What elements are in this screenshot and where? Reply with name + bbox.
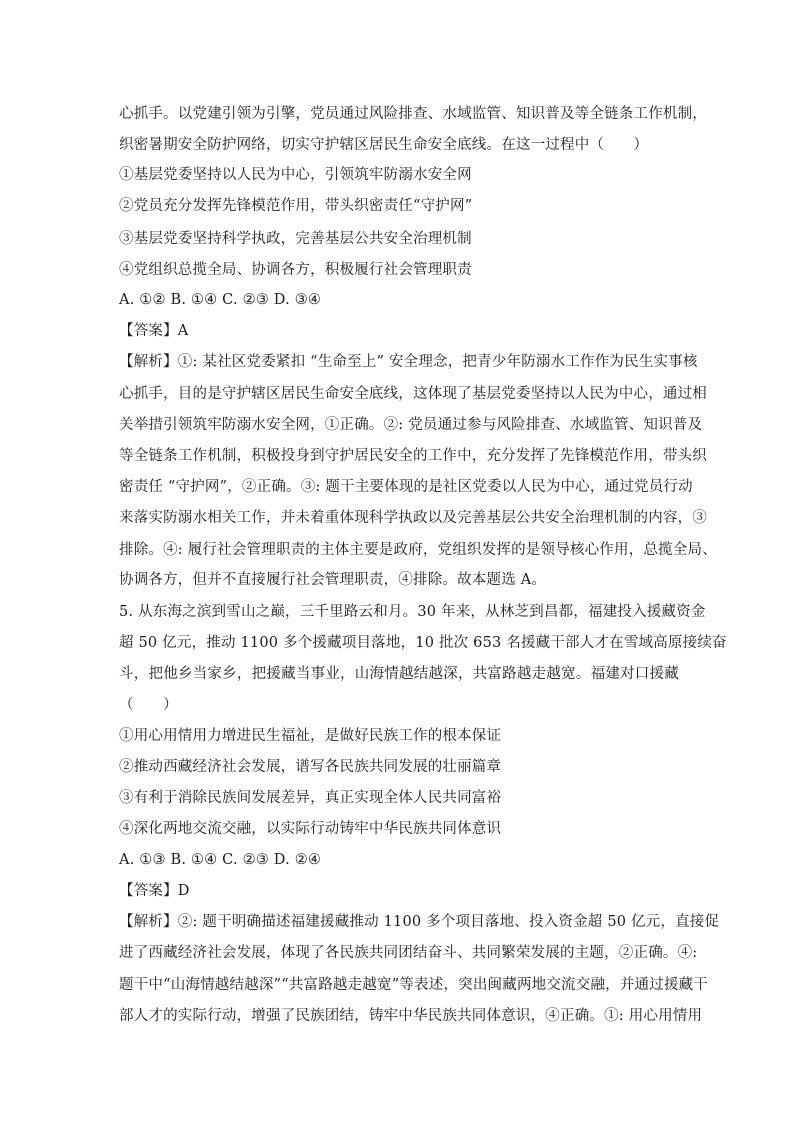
- q4-analysis-line-2: 心抓手，目的是守护辖区居民生命安全底线，这体现了基层党委坚持以人民为中心，通过相: [119, 386, 707, 402]
- q4-analysis-line-7: 排除。④: 履行社会管理职责的主体主要是政府，党组织发挥的是领导核心作用，总揽全局、: [119, 542, 717, 558]
- q4-option-1: ①基层党委坚持以人民为中心，引领筑牢防溺水安全网: [119, 167, 472, 183]
- q4-option-3: ③基层党委坚持科学执政，完善基层公共安全治理机制: [119, 231, 472, 247]
- q5-option-4: ④深化两地交流交融，以实际行动铸牢中华民族共同体意识: [119, 821, 502, 837]
- q5-stem-line-4: （ ）: [119, 697, 178, 713]
- q5-analysis-line-2: 进了西藏经济社会发展，体现了各民族共同团结奋斗、共同繁荣发展的主题，②正确。④:: [119, 945, 698, 961]
- q4-analysis-line-3: 关举措引领筑牢防溺水安全网，①正确。②: 党员通过参与风险排查、水域监管、知识普及: [119, 417, 703, 433]
- q4-option-2: ②党员充分发挥先锋模范作用，带头织密责任“守护网”: [119, 198, 473, 214]
- q5-stem-line-2: 超 50 亿元，推动 1100 多个援藏项目落地，10 批次 653 名援藏干部人才在雪域高原接续奋: [119, 635, 727, 651]
- q4-analysis-line-8: 协调各方，但并不直接履行社会管理职责，④排除。故本题选 A。: [119, 572, 547, 588]
- q5-analysis-line-1: 【解析】②: 题干明确描述福建援藏推动 1100 多个项目落地、投入资金超 50 亿元，直接促: [119, 914, 720, 930]
- q4-analysis-line-4: 等全链条工作机制，积极投身到守护居民安全的工作中，充分发挥了先锋模范作用，带头织: [119, 448, 707, 464]
- q4-analysis-line-1: 【解析】①: 某社区党委紧扣 “生命至上” 安全理念，把青少年防溺水工作作为民生实事核: [119, 354, 698, 370]
- q5-stem-line-3: 斗，把他乡当家乡，把援藏当事业，山海情越结越深，共富路越走越宽。福建对口援藏: [119, 666, 679, 682]
- q5-choices: A. ①③ B. ①④ C. ②③ D. ②④: [119, 852, 322, 868]
- q5-option-1: ①用心用情用力增进民生福祉，是做好民族工作的根本保证: [119, 728, 502, 744]
- q5-answer: 【答案】D: [119, 883, 190, 899]
- q4-option-4: ④党组织总揽全局、协调各方，积极履行社会管理职责: [119, 262, 472, 278]
- q5-option-3: ③有利于消除民族间发展差异，真正实现全体人民共同富裕: [119, 790, 502, 806]
- q4-analysis-line-5: 密责任 “守护网”，②正确。③: 题干主要体现的是社区党委以人民为中心，通过党员行动: [119, 479, 693, 495]
- q4-analysis-line-6: 来落实防溺水相关工作，并未着重体现科学执政以及完善基层公共安全治理机制的内容，③: [119, 510, 707, 526]
- q4-stem-line-2: 织密暑期安全防护网络，切实守护辖区居民生命安全底线。在这一过程中（ ）: [119, 137, 649, 153]
- q4-answer: 【答案】A: [119, 323, 189, 339]
- q5-stem-line-1: 5. 从东海之滨到雪山之巅，三千里路云和月。30 年来，从林芝到昌都，福建投入援藏资金: [119, 604, 706, 620]
- q4-stem-line-1: 心抓手。以党建引领为引擎，党员通过风险排查、水域监管、知识普及等全链条工作机制，: [119, 106, 707, 122]
- q5-analysis-line-3: 题干中“山海情越结越深”“共富路越走越宽”等表述，突出闽藏两地交流交融，并通过援藏干: [119, 977, 709, 993]
- q5-option-2: ②推动西藏经济社会发展，谱写各民族共同发展的壮丽篇章: [119, 759, 502, 775]
- q4-choices: A. ①② B. ①④ C. ②③ D. ③④: [119, 292, 322, 308]
- q5-analysis-line-4: 部人才的实际行动，增强了民族团结，铸牢中华民族共同体意识，④正确。①: 用心用情用: [119, 1008, 703, 1024]
